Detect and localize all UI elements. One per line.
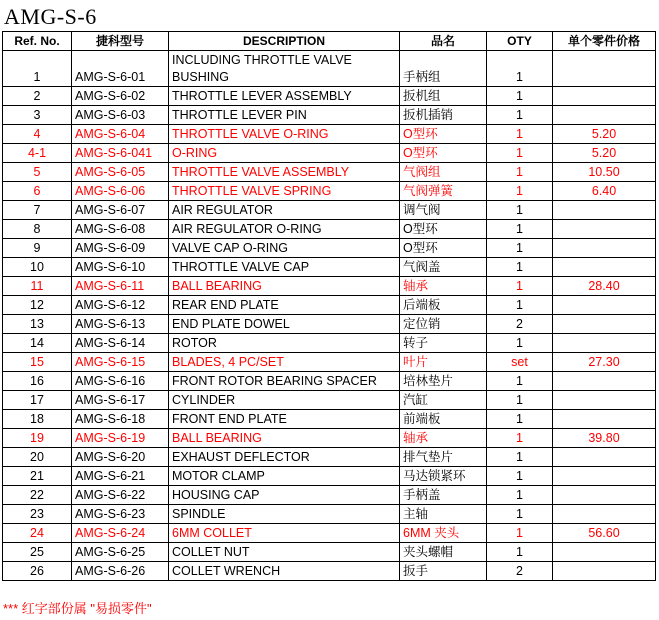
cell-description[interactable]: EXHAUST DEFLECTOR <box>169 448 400 467</box>
cell-description[interactable]: THROTTLE LEVER PIN <box>169 106 400 125</box>
cell-unit-price[interactable] <box>553 467 656 486</box>
cell-model-code[interactable]: AMG-S-6-02 <box>72 87 169 106</box>
table-row <box>3 353 656 372</box>
cell-model-code[interactable]: AMG-S-6-10 <box>72 258 169 277</box>
table-row <box>3 391 656 410</box>
cell-unit-price[interactable]: 10.50 <box>553 163 656 182</box>
parts-table <box>2 31 656 581</box>
cell-qty[interactable]: 1 <box>487 334 553 353</box>
cell-model-code[interactable]: AMG-S-6-07 <box>72 201 169 220</box>
table-row <box>3 87 656 106</box>
cell-qty[interactable]: 1 <box>487 296 553 315</box>
cell-model-code[interactable]: AMG-S-6-25 <box>72 543 169 562</box>
cell-name-cn[interactable]: 扳机插销 <box>400 106 487 125</box>
cell-qty[interactable]: 1 <box>487 543 553 562</box>
cell-unit-price[interactable]: 39.80 <box>553 429 656 448</box>
cell-ref-no[interactable]: 26 <box>3 562 72 581</box>
cell-unit-price[interactable] <box>553 258 656 277</box>
cell-model-code[interactable]: AMG-S-6-13 <box>72 315 169 334</box>
cell-unit-price[interactable]: 5.20 <box>553 125 656 144</box>
table-row <box>3 315 656 334</box>
cell-unit-price[interactable]: 5.20 <box>553 144 656 163</box>
cell-qty[interactable]: 1 <box>487 448 553 467</box>
cell-name-cn[interactable]: O型环 <box>400 239 487 258</box>
cell-qty[interactable]: 1 <box>487 106 553 125</box>
header-name-cn[interactable]: 品名 <box>400 32 487 51</box>
cell-unit-price[interactable]: 27.30 <box>553 353 656 372</box>
cell-unit-price[interactable] <box>553 410 656 429</box>
cell-description[interactable]: BALL BEARING <box>169 277 400 296</box>
cell-ref-no[interactable]: 8 <box>3 220 72 239</box>
cell-ref-no[interactable]: 17 <box>3 391 72 410</box>
cell-unit-price[interactable] <box>553 87 656 106</box>
cell-qty[interactable]: 1 <box>487 258 553 277</box>
cell-ref-no[interactable]: 13 <box>3 315 72 334</box>
cell-name-cn[interactable]: 叶片 <box>400 353 487 372</box>
cell-unit-price[interactable] <box>553 448 656 467</box>
cell-ref-no[interactable]: 7 <box>3 201 72 220</box>
table-row <box>3 277 656 296</box>
cell-name-cn[interactable]: 转子 <box>400 334 487 353</box>
cell-name-cn[interactable]: 主轴 <box>400 505 487 524</box>
cell-name-cn[interactable]: 轴承 <box>400 429 487 448</box>
cell-model-code[interactable]: AMG-S-6-16 <box>72 372 169 391</box>
cell-unit-price[interactable] <box>553 106 656 125</box>
cell-ref-no[interactable]: 12 <box>3 296 72 315</box>
table-row <box>3 524 656 543</box>
cell-model-code[interactable]: AMG-S-6-23 <box>72 505 169 524</box>
cell-model-code[interactable]: AMG-S-6-20 <box>72 448 169 467</box>
cell-ref-no[interactable]: 20 <box>3 448 72 467</box>
cell-qty[interactable]: 1 <box>487 144 553 163</box>
cell-ref-no[interactable]: 10 <box>3 258 72 277</box>
cell-description[interactable]: VALVE CAP O-RING <box>169 239 400 258</box>
table-row <box>3 296 656 315</box>
cell-model-code[interactable]: AMG-S-6-06 <box>72 182 169 201</box>
cell-name-cn[interactable]: 排气垫片 <box>400 448 487 467</box>
cell-name-cn[interactable]: 夹头螺帽 <box>400 543 487 562</box>
cell-qty[interactable]: 1 <box>487 125 553 144</box>
cell-description[interactable]: FRONT ROTOR BEARING SPACER <box>169 372 400 391</box>
cell-model-code[interactable]: AMG-S-6-03 <box>72 106 169 125</box>
cell-ref-no[interactable]: 11 <box>3 277 72 296</box>
cell-description[interactable]: END PLATE DOWEL <box>169 315 400 334</box>
cell-unit-price[interactable] <box>553 201 656 220</box>
cell-name-cn[interactable]: O型环 <box>400 125 487 144</box>
cell-ref-no[interactable]: 25 <box>3 543 72 562</box>
cell-model-code[interactable]: AMG-S-6-17 <box>72 391 169 410</box>
cell-description[interactable]: AIR REGULATOR <box>169 201 400 220</box>
cell-unit-price[interactable]: 56.60 <box>553 524 656 543</box>
cell-qty[interactable]: 2 <box>487 315 553 334</box>
cell-description[interactable]: 6MM COLLET <box>169 524 400 543</box>
table-row <box>3 410 656 429</box>
table-row <box>3 467 656 486</box>
header-unit-price[interactable]: 单个零件价格 <box>553 32 656 51</box>
header-qty[interactable]: OTY <box>487 32 553 51</box>
table-row <box>3 201 656 220</box>
cell-name-cn[interactable]: 气阀组 <box>400 163 487 182</box>
cell-description[interactable]: FRONT END PLATE <box>169 410 400 429</box>
cell-name-cn[interactable]: 扳手 <box>400 562 487 581</box>
table-row <box>3 182 656 201</box>
cell-model-code[interactable]: AMG-S-6-04 <box>72 125 169 144</box>
cell-qty[interactable]: 1 <box>487 467 553 486</box>
cell-qty[interactable]: 1 <box>487 429 553 448</box>
cell-qty[interactable]: 1 <box>487 410 553 429</box>
cell-name-cn[interactable]: 调气阀 <box>400 201 487 220</box>
cell-ref-no[interactable]: 18 <box>3 410 72 429</box>
cell-unit-price[interactable] <box>553 239 656 258</box>
cell-description[interactable]: ROTOR <box>169 334 400 353</box>
cell-unit-price[interactable] <box>553 486 656 505</box>
cell-name-cn[interactable]: 后端板 <box>400 296 487 315</box>
cell-qty[interactable]: 1 <box>487 220 553 239</box>
cell-description[interactable]: INCLUDING THROTTLE VALVE BUSHING <box>169 51 400 87</box>
cell-model-code[interactable]: AMG-S-6-24 <box>72 524 169 543</box>
cell-description[interactable]: THROTTLE LEVER ASSEMBLY <box>169 87 400 106</box>
cell-ref-no[interactable]: 15 <box>3 353 72 372</box>
cell-model-code[interactable]: AMG-S-6-26 <box>72 562 169 581</box>
cell-model-code[interactable]: AMG-S-6-19 <box>72 429 169 448</box>
cell-qty[interactable]: 1 <box>487 372 553 391</box>
table-row <box>3 543 656 562</box>
cell-model-code[interactable]: AMG-S-6-08 <box>72 220 169 239</box>
cell-unit-price[interactable]: 6.40 <box>553 182 656 201</box>
cell-unit-price[interactable] <box>553 391 656 410</box>
cell-ref-no[interactable]: 19 <box>3 429 72 448</box>
cell-model-code[interactable]: AMG-S-6-041 <box>72 144 169 163</box>
cell-model-code[interactable]: AMG-S-6-09 <box>72 239 169 258</box>
cell-description[interactable]: SPINDLE <box>169 505 400 524</box>
table-row <box>3 448 656 467</box>
cell-model-code[interactable]: AMG-S-6-18 <box>72 410 169 429</box>
cell-description[interactable]: THROTTLE VALVE O-RING <box>169 125 400 144</box>
cell-name-cn[interactable]: 扳机组 <box>400 87 487 106</box>
cell-model-code[interactable]: AMG-S-6-15 <box>72 353 169 372</box>
cell-name-cn[interactable]: 马达锁紧环 <box>400 467 487 486</box>
header-description[interactable]: DESCRIPTION <box>169 32 400 51</box>
cell-qty[interactable]: 1 <box>487 163 553 182</box>
cell-ref-no[interactable]: 9 <box>3 239 72 258</box>
cell-model-code[interactable]: AMG-S-6-11 <box>72 277 169 296</box>
cell-unit-price[interactable]: 28.40 <box>553 277 656 296</box>
cell-model-code[interactable]: AMG-S-6-21 <box>72 467 169 486</box>
cell-description[interactable]: HOUSING CAP <box>169 486 400 505</box>
table-row <box>3 334 656 353</box>
table-row <box>3 51 656 87</box>
cell-qty[interactable]: 1 <box>487 182 553 201</box>
cell-ref-no[interactable]: 5 <box>3 163 72 182</box>
cell-name-cn[interactable]: 气阀弹簧 <box>400 182 487 201</box>
table-row <box>3 429 656 448</box>
cell-model-code[interactable]: AMG-S-6-12 <box>72 296 169 315</box>
cell-qty[interactable]: 1 <box>487 277 553 296</box>
cell-ref-no[interactable]: 23 <box>3 505 72 524</box>
cell-description[interactable]: BALL BEARING <box>169 429 400 448</box>
header-ref-no[interactable]: Ref. No. <box>3 32 72 51</box>
cell-ref-no[interactable]: 24 <box>3 524 72 543</box>
cell-qty[interactable]: 1 <box>487 87 553 106</box>
table-row <box>3 486 656 505</box>
cell-unit-price[interactable] <box>553 562 656 581</box>
sheet-title: AMG-S-6 <box>4 4 97 29</box>
cell-description[interactable]: THROTTLE VALVE ASSEMBLY <box>169 163 400 182</box>
cell-name-cn[interactable]: 气阀盖 <box>400 258 487 277</box>
cell-model-code[interactable]: AMG-S-6-22 <box>72 486 169 505</box>
cell-name-cn[interactable]: O型环 <box>400 144 487 163</box>
table-row <box>3 372 656 391</box>
table-row <box>3 220 656 239</box>
cell-ref-no[interactable]: 22 <box>3 486 72 505</box>
cell-qty[interactable]: set <box>487 353 553 372</box>
table-row <box>3 163 656 182</box>
cell-description[interactable]: COLLET NUT <box>169 543 400 562</box>
cell-qty[interactable]: 1 <box>487 391 553 410</box>
table-row <box>3 144 656 163</box>
cell-ref-no[interactable]: 3 <box>3 106 72 125</box>
cell-name-cn[interactable]: O型环 <box>400 220 487 239</box>
table-row <box>3 505 656 524</box>
cell-unit-price[interactable] <box>553 315 656 334</box>
table-row <box>3 125 656 144</box>
cell-ref-no[interactable]: 14 <box>3 334 72 353</box>
header-model-code[interactable]: 捷科型号 <box>72 32 169 51</box>
table-header-row <box>3 32 656 51</box>
cell-description[interactable]: O-RING <box>169 144 400 163</box>
cell-ref-no[interactable]: 4 <box>3 125 72 144</box>
cell-description[interactable]: THROTTLE VALVE CAP <box>169 258 400 277</box>
cell-qty[interactable]: 1 <box>487 486 553 505</box>
cell-qty[interactable]: 1 <box>487 51 553 87</box>
cell-unit-price[interactable] <box>553 372 656 391</box>
table-row <box>3 258 656 277</box>
cell-qty[interactable]: 2 <box>487 562 553 581</box>
cell-qty[interactable]: 1 <box>487 524 553 543</box>
cell-name-cn[interactable]: 定位销 <box>400 315 487 334</box>
cell-model-code[interactable]: AMG-S-6-14 <box>72 334 169 353</box>
cell-name-cn[interactable]: 轴承 <box>400 277 487 296</box>
table-row <box>3 106 656 125</box>
cell-name-cn[interactable]: 手柄组 <box>400 51 487 87</box>
cell-unit-price[interactable] <box>553 505 656 524</box>
cell-unit-price[interactable] <box>553 543 656 562</box>
cell-unit-price[interactable] <box>553 296 656 315</box>
cell-description[interactable]: AIR REGULATOR O-RING <box>169 220 400 239</box>
cell-description[interactable]: REAR END PLATE <box>169 296 400 315</box>
cell-name-cn[interactable]: 培林垫片 <box>400 372 487 391</box>
parts-table-body <box>3 51 656 581</box>
cell-unit-price[interactable] <box>553 220 656 239</box>
cell-ref-no[interactable]: 6 <box>3 182 72 201</box>
cell-ref-no[interactable]: 2 <box>3 87 72 106</box>
table-row <box>3 562 656 581</box>
cell-qty[interactable]: 1 <box>487 505 553 524</box>
cell-name-cn[interactable]: 手柄盖 <box>400 486 487 505</box>
cell-description[interactable]: MOTOR CLAMP <box>169 467 400 486</box>
cell-model-code[interactable]: AMG-S-6-01 <box>72 51 169 87</box>
cell-qty[interactable]: 1 <box>487 201 553 220</box>
cell-description[interactable]: COLLET WRENCH <box>169 562 400 581</box>
cell-ref-no[interactable]: 16 <box>3 372 72 391</box>
cell-name-cn[interactable]: 汽缸 <box>400 391 487 410</box>
cell-name-cn[interactable]: 6MM 夹头 <box>400 524 487 543</box>
cell-qty[interactable]: 1 <box>487 239 553 258</box>
cell-description[interactable]: BLADES, 4 PC/SET <box>169 353 400 372</box>
cell-unit-price[interactable] <box>553 334 656 353</box>
cell-model-code[interactable]: AMG-S-6-05 <box>72 163 169 182</box>
cell-ref-no[interactable]: 4-1 <box>3 144 72 163</box>
cell-description[interactable]: THROTTLE VALVE SPRING <box>169 182 400 201</box>
cell-ref-no[interactable]: 1 <box>3 51 72 87</box>
cell-name-cn[interactable]: 前端板 <box>400 410 487 429</box>
cell-description[interactable]: CYLINDER <box>169 391 400 410</box>
cell-unit-price[interactable] <box>553 51 656 87</box>
footnote: *** 红字部份属 "易损零件" <box>3 601 152 616</box>
cell-ref-no[interactable]: 21 <box>3 467 72 486</box>
table-row <box>3 239 656 258</box>
